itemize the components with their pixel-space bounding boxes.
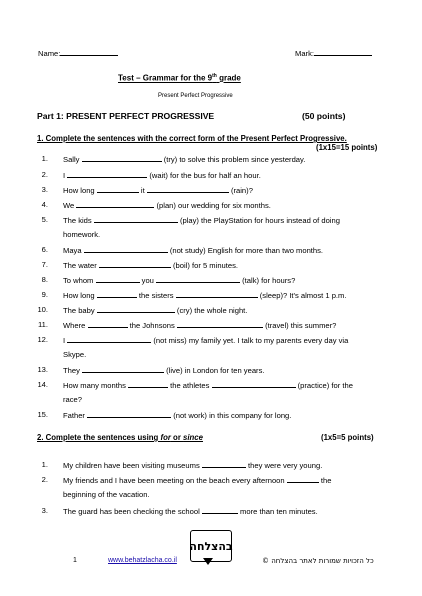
answer-blank[interactable]	[202, 506, 238, 514]
item-number: 1.	[41, 154, 48, 163]
item-text: (plan) our wedding for six months.	[156, 201, 271, 210]
item-text: I	[63, 171, 66, 180]
item-text: the sisters	[138, 291, 174, 300]
item-text: How long	[63, 186, 95, 195]
item-text: they were very young.	[248, 461, 323, 470]
answer-blank[interactable]	[287, 475, 319, 483]
answer-blank[interactable]	[94, 215, 178, 223]
item-number: 1.	[41, 460, 48, 469]
item-number: 9.	[41, 290, 48, 299]
list-item	[63, 215, 340, 225]
item-number: 15.	[37, 410, 48, 419]
list-item	[63, 260, 238, 270]
answer-blank[interactable]	[202, 460, 246, 468]
mark-label	[295, 48, 372, 58]
name-label	[38, 48, 118, 58]
item-continuation: beginning of the vacation.	[63, 490, 150, 499]
item-text: the Johnsons	[129, 321, 175, 330]
item-text: To whom	[63, 276, 94, 285]
answer-blank[interactable]	[82, 365, 164, 373]
item-text: The guard has been checking the school	[63, 507, 200, 516]
name-blank[interactable]	[60, 48, 118, 56]
item-text: My friends and I have been meeting on the beach every afternoon	[63, 476, 285, 485]
answer-blank[interactable]	[177, 320, 263, 328]
item-number: 7.	[41, 260, 48, 269]
section2-instruction-text: 2. Complete the sentences using	[37, 433, 161, 442]
item-text: Maya	[63, 246, 82, 255]
answer-blank[interactable]	[87, 410, 171, 418]
item-text: How long	[63, 291, 95, 300]
item-text: the athletes	[170, 381, 210, 390]
list-item	[63, 475, 331, 485]
item-text: (wait) for the bus for half an hour.	[149, 171, 261, 180]
item-number: 5.	[41, 215, 48, 224]
item-text: (play) the PlayStation for hours instead of doing	[179, 216, 340, 225]
item-text: (not study) English for more than two months.	[169, 246, 324, 255]
list-item	[63, 154, 305, 164]
item-text: (rain)?	[230, 186, 253, 195]
answer-blank[interactable]	[176, 290, 258, 298]
item-number: 13.	[37, 365, 48, 374]
item-text: it	[140, 186, 145, 195]
answer-blank[interactable]	[156, 275, 240, 283]
title-main: Test – Grammar for the 9	[118, 73, 213, 83]
item-text: They	[63, 366, 80, 375]
list-item	[63, 320, 336, 330]
site-link[interactable]: www.behatzlacha.co.il	[108, 557, 177, 564]
section2-or: or	[170, 433, 184, 442]
list-item	[63, 335, 348, 345]
item-continuation: homework.	[63, 230, 101, 239]
item-number: 4.	[41, 200, 48, 209]
title-sup: th	[212, 73, 217, 79]
page-number: 1	[73, 557, 77, 564]
logo-tail-icon	[203, 558, 213, 565]
item-text: The water	[63, 261, 97, 270]
item-number: 2.	[41, 170, 48, 179]
list-item	[63, 305, 247, 315]
answer-blank[interactable]	[99, 260, 171, 268]
list-item	[63, 380, 353, 390]
item-number: 11.	[38, 320, 48, 329]
item-text: We	[63, 201, 75, 210]
answer-blank[interactable]	[147, 185, 229, 193]
answer-blank[interactable]	[88, 320, 128, 328]
section1-instruction: 1. Complete the sentences with the correct form of the Present Perfect Progressive.	[37, 134, 347, 143]
list-item	[63, 506, 318, 516]
section2-for: for	[160, 433, 171, 442]
answer-blank[interactable]	[97, 290, 137, 298]
item-text: My children have been visiting museums	[63, 461, 200, 470]
list-item	[63, 200, 271, 210]
item-number: 3.	[41, 185, 48, 194]
item-text: (try) to solve this problem since yesterday.	[163, 155, 306, 164]
item-number: 8.	[41, 275, 48, 284]
answer-blank[interactable]	[97, 305, 175, 313]
item-text: How many months	[63, 381, 126, 390]
list-item	[63, 170, 261, 180]
item-continuation: race?	[63, 395, 82, 404]
page-title	[118, 73, 241, 83]
answer-blank[interactable]	[82, 154, 162, 162]
logo-text: בהצלחה	[189, 539, 233, 553]
answer-blank[interactable]	[67, 335, 151, 343]
item-text: more than ten minutes.	[240, 507, 318, 516]
answer-blank[interactable]	[76, 200, 154, 208]
list-item	[63, 460, 322, 470]
answer-blank[interactable]	[84, 245, 168, 253]
item-text: (live) in London for ten years.	[166, 366, 265, 375]
list-item	[63, 245, 323, 255]
item-text: Sally	[63, 155, 80, 164]
title-tail: grade	[216, 73, 241, 83]
section2-since: since	[183, 433, 203, 442]
page-subtitle: Present Perfect Progressive	[158, 93, 233, 99]
item-text: I	[63, 336, 66, 345]
item-text: (talk) for hours?	[242, 276, 296, 285]
answer-blank[interactable]	[212, 380, 296, 388]
item-number: 14.	[37, 380, 48, 389]
item-text: (travel) this summer?	[265, 321, 337, 330]
item-text: (not work) in this company for long.	[173, 411, 292, 420]
item-text: you	[141, 276, 154, 285]
item-text: (boil) for 5 minutes.	[173, 261, 239, 270]
section2-points: (1x5=5 points)	[321, 433, 374, 442]
section2-instruction	[37, 433, 203, 442]
item-text: Father	[63, 411, 85, 420]
item-number: 6.	[41, 245, 48, 254]
name-label-text: Name:	[38, 49, 61, 58]
mark-label-text: Mark:	[295, 49, 314, 58]
item-text: The kids	[63, 216, 92, 225]
item-text: The baby	[63, 306, 95, 315]
answer-blank[interactable]	[128, 380, 168, 388]
mark-blank[interactable]	[314, 48, 372, 56]
item-text: (cry) the whole night.	[176, 306, 248, 315]
item-number: 12.	[37, 335, 48, 344]
item-text: (not miss) my family yet. I talk to my parents every day via	[153, 336, 349, 345]
item-text: the	[320, 476, 332, 485]
list-item	[63, 275, 295, 285]
copyright-text: כל הזכויות שמורות לאתר בהצלחה ©	[262, 557, 374, 565]
answer-blank[interactable]	[96, 275, 140, 283]
part1-heading: Part 1: PRESENT PERFECT PROGRESSIVE	[37, 111, 215, 121]
item-number: 10.	[37, 305, 48, 314]
answer-blank[interactable]	[97, 185, 139, 193]
section1-points: (1x15=15 points)	[316, 143, 378, 152]
item-continuation: Skype.	[63, 350, 87, 359]
list-item	[63, 185, 253, 195]
item-text: (sleep)? It's almost 1 p.m.	[259, 291, 347, 300]
list-item	[63, 365, 265, 375]
item-text: (practice) for the	[297, 381, 353, 390]
item-text: Where	[63, 321, 86, 330]
list-item	[63, 290, 346, 300]
answer-blank[interactable]	[67, 170, 147, 178]
item-number: 2.	[41, 475, 48, 484]
list-item	[63, 410, 291, 420]
item-number: 3.	[41, 506, 48, 515]
part1-points: (50 points)	[302, 111, 346, 121]
